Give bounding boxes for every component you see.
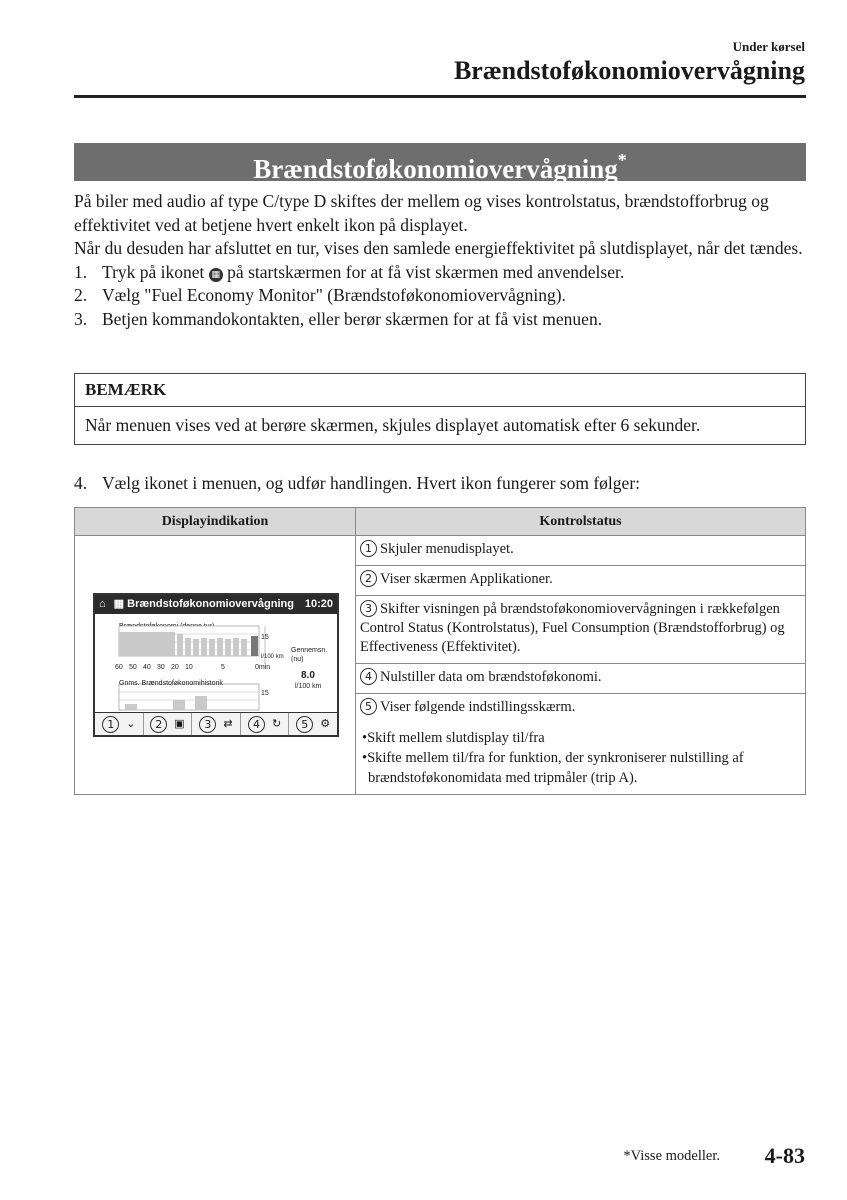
intro-paragraph-1: På biler med audio af type C/type D skiftes der mellem og vises kontrolstatus, brændstofforbrug og effektivitet ved at betjene hvert enkelt ikon på displayet. [74, 191, 769, 235]
callout-number: 4 [360, 668, 377, 685]
page-number: 4-83 [764, 1143, 805, 1168]
step-number: 1. [74, 261, 88, 282]
status-text: Viser skærmen Applikationer. [380, 571, 553, 587]
column-header-status: Kontrolstatus [356, 508, 806, 536]
icon-function-table [74, 507, 806, 795]
menu-button-settings[interactable] [289, 713, 337, 735]
step-1-text-before: Tryk på ikonet [102, 261, 209, 282]
status-row-4 [356, 664, 806, 694]
screen-titlebar [95, 595, 337, 614]
average-value: 8.0 [301, 670, 315, 681]
callout-number: 5 [360, 698, 377, 715]
axis-tick: 20 [171, 664, 179, 671]
status-row-2 [356, 566, 806, 596]
callout-number: 1 [102, 716, 119, 733]
step-2 [74, 284, 809, 308]
settings-bullets [356, 724, 806, 795]
switch-view-icon: ⇄ [223, 717, 233, 730]
step-4 [74, 473, 640, 494]
callout-number: 4 [248, 716, 265, 733]
chart1-max: 15 [261, 634, 269, 641]
axis-tick: 50 [129, 664, 137, 671]
menu-button-reset[interactable] [241, 713, 290, 735]
header-rule [74, 95, 806, 98]
display-illustration-cell [75, 536, 356, 795]
status-row-1 [356, 536, 806, 566]
axis-tick: 0min [255, 664, 271, 671]
footnote: *Visse modeller. [623, 1148, 720, 1164]
axis-ticks [115, 658, 275, 671]
status-row-3 [356, 596, 806, 664]
home-icon: ⌂ [99, 598, 106, 610]
callout-number: 5 [296, 716, 313, 733]
banner-asterisk: * [617, 150, 627, 170]
axis-tick: 40 [143, 664, 151, 671]
status-text: Nulstiller data om brændstoføkonomi. [380, 669, 602, 685]
average-unit: l/100 km [295, 683, 322, 690]
intro-text [74, 190, 809, 331]
note-heading: BEMÆRK [75, 374, 805, 407]
intro-paragraph-2: Når du desuden har afsluttet en tur, vises den samlede energieffektivitet på slutdisplayet, når det tændes. [74, 238, 803, 258]
callout-number: 1 [360, 540, 377, 557]
banner-title: Brændstoføkonomiovervågning [253, 154, 618, 184]
chevron-down-icon: ⌄ [126, 717, 136, 730]
status-row-5 [356, 694, 806, 724]
steps-list [74, 261, 809, 332]
status-text: Skifter visningen på brændstoføkonomiovervågningen i rækkefølgen Control Status (Kontrolstatus), Fuel Consumption (Brændstofforbrug) og Effectiveness (Effektivitet). [360, 601, 785, 655]
reset-icon: ↻ [271, 717, 282, 730]
bullet-item: •Skift mellem slutdisplay til/fra [362, 729, 545, 746]
step-number: 2. [74, 285, 88, 305]
column-header-display: Displayindikation [75, 508, 356, 536]
average-label: Gennemsn. (nu) [291, 647, 328, 663]
callout-number: 2 [360, 570, 377, 587]
step-text: Betjen kommandokontakten, eller berør skærmen for at få vist menuen. [102, 308, 603, 329]
apps-icon: ▣ [174, 717, 185, 730]
step-1 [74, 261, 809, 285]
screen-menu-bar [95, 712, 337, 735]
section-label: Under kørsel [732, 39, 805, 54]
axis-tick: 10 [185, 664, 193, 671]
axis-tick: 5 [221, 664, 225, 671]
axis-tick: 30 [157, 664, 165, 671]
chart2-max: 15 [261, 690, 269, 697]
step-3 [74, 308, 809, 332]
bullet-item: •Skifte mellem til/fra for funktion, der synkroniserer nulstilling af brændstoføkonomidata med tripmåler (trip A). [362, 749, 744, 786]
step-number: 4. [74, 473, 88, 493]
screen-title: Brændstoføkonomiovervågning [127, 598, 294, 610]
apps-icon: ▦ [209, 268, 223, 282]
status-text: Skjuler menudisplayet. [380, 541, 514, 557]
gear-icon: ⚙ [320, 717, 331, 730]
note-box [74, 373, 806, 445]
chart1-unit: l/100 km [261, 654, 284, 660]
callout-number: 2 [150, 716, 167, 733]
screen-time: 10:20 [304, 598, 333, 610]
screen-main [95, 614, 337, 712]
menu-button-switch-view[interactable] [192, 713, 241, 735]
callout-number: 3 [360, 600, 377, 617]
menu-button-apps[interactable] [144, 713, 193, 735]
note-text: Når menuen vises ved at berøre skærmen, skjules displayet automatisk efter 6 sekunder. [85, 415, 701, 435]
step-text: Vælg ikonet i menuen, og udfør handlingen. Hvert ikon fungerer som følger: [102, 473, 641, 493]
menu-button-hide[interactable] [95, 713, 144, 735]
chart2-label: Gnms. Brændstoføkonomihistorik [119, 680, 223, 687]
step-text: Vælg "Fuel Economy Monitor" (Brændstoføkonomiovervågning). [102, 285, 566, 305]
page-header-title: Brændstoføkonomiovervågning [453, 56, 805, 85]
section-banner [74, 143, 806, 184]
callout-number: 3 [199, 716, 216, 733]
step-number: 3. [74, 308, 88, 329]
axis-tick: 60 [115, 664, 123, 671]
apps-icon: ▦ [113, 598, 125, 610]
status-text: Viser følgende indstillingsskærm. [380, 699, 576, 715]
screen-illustration [93, 593, 339, 737]
step-1-text-after: på startskærmen for at få vist skærmen med anvendelser. [222, 261, 625, 282]
